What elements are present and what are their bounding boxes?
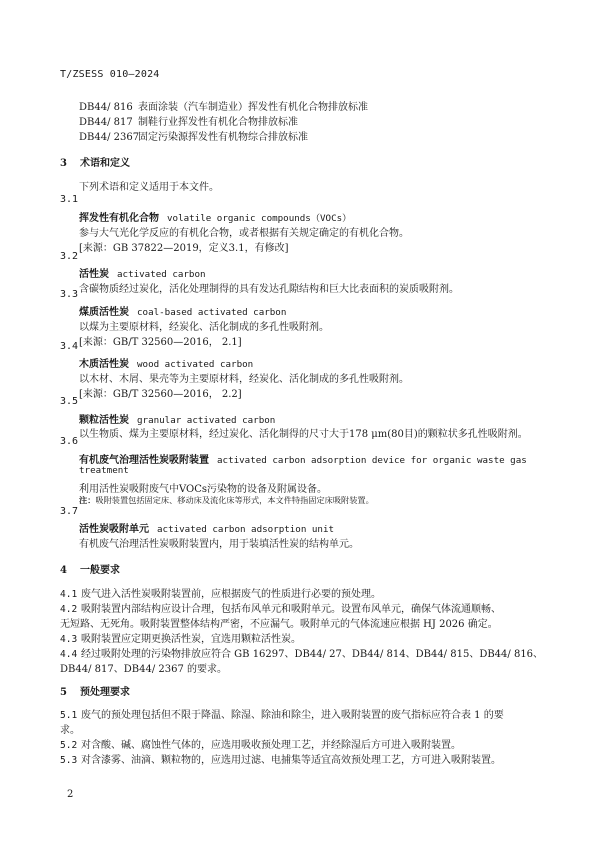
- item-text: 对含漆雾、油滴、颗粒物的，应选用过滤、电捕集等适宜高效预处理工艺，方可进入吸附装置。: [81, 755, 501, 766]
- term-heading: [79, 411, 275, 426]
- term-en-continued: treatment: [79, 465, 129, 476]
- term-heading: [79, 209, 351, 224]
- term-heading: [79, 265, 206, 280]
- item-continuation: 无短路、无死角。吸附装置整体结构严密，不应漏气。吸附单元的气体流速应根据 HJ 2026 确定。: [60, 619, 498, 630]
- reference-item: [79, 98, 368, 113]
- term-en: granular activated carbon: [137, 415, 276, 426]
- item-number: 5.3: [60, 755, 78, 766]
- term-source: [来源：GB/T 32560—2016， 2.1]: [79, 337, 242, 348]
- reference-code: DB44/ 817: [79, 117, 133, 128]
- item-number: 4.2: [60, 604, 78, 615]
- term-source: [来源：GB 37822—2019，定义3.1，有修改]: [79, 243, 289, 254]
- term-definition: 以煤为主要原材料，经炭化、活化制成的多孔性吸附剂。: [79, 322, 329, 333]
- term-heading: [79, 303, 286, 318]
- item-text: 吸附装置应定期更换活性炭，宜选用颗粒活性炭。: [81, 634, 301, 645]
- item-number: 4.4: [60, 649, 78, 660]
- item-number: 5.1: [60, 710, 78, 721]
- item-text: 经过吸附处理的污染物排放应符合 GB 16297、DB44/ 27、DB44/ 814、DB44/ 815、DB44/ 816、: [81, 649, 544, 660]
- page-number: 2: [67, 789, 74, 800]
- requirement-item: [60, 736, 461, 751]
- section-title: 术语和定义: [80, 158, 130, 169]
- term-en: volatile organic compounds（VOCs）: [167, 213, 352, 224]
- term-zh: 活性炭吸附单元: [79, 524, 149, 535]
- term-zh: 木质活性炭: [79, 359, 129, 370]
- requirement-item: [60, 645, 543, 660]
- term-zh: 挥发性有机化合物: [79, 213, 159, 224]
- term-en: activated carbon adsorption device for organic waste gas: [217, 455, 527, 466]
- note-label: 注：: [79, 495, 96, 505]
- term-en: wood activated carbon: [137, 359, 254, 370]
- section-intro: 下列术语和定义适用于本文件。: [79, 182, 219, 193]
- section-heading: [60, 154, 130, 169]
- reference-item: [79, 113, 298, 128]
- item-text: 对含酸、碱、腐蚀性气体的，应选用吸收预处理工艺，并经除湿后方可进入吸附装置。: [81, 740, 461, 751]
- reference-title: 制鞋行业挥发性有机化合物排放标准: [138, 117, 298, 128]
- term-zh: 煤质活性炭: [79, 307, 129, 318]
- document-id: T/ZSESS 010—2024: [60, 69, 160, 80]
- term-zh: 有机废气治理活性炭吸附装置: [79, 455, 209, 466]
- term-number: 3.5: [60, 396, 79, 407]
- section-heading: [60, 683, 130, 698]
- section-title: 预处理要求: [80, 687, 130, 698]
- note-text: 吸附装置包括固定床、移动床及流化床等形式，本文件特指固定床吸附装置。: [95, 495, 374, 505]
- requirement-item: [60, 585, 381, 600]
- item-number: 4.1: [60, 589, 78, 600]
- term-number: 3.4: [60, 341, 79, 352]
- section-number: 5: [60, 687, 67, 698]
- term-definition: 有机废气治理活性炭吸附装置内，用于装填活性炭的结构单元。: [79, 539, 359, 550]
- term-heading: [79, 520, 334, 535]
- term-en: coal-based activated carbon: [137, 307, 287, 318]
- item-text: 废气的预处理包括但不限于降温、除湿、除油和除尘，进入吸附装置的废气指标应符合表 1 的要: [81, 710, 504, 721]
- item-text: 吸附装置内部结构应设计合理，包括布风单元和吸附单元。设置布风单元，确保气体流通顺畅、: [81, 604, 501, 615]
- term-number: 3.6: [60, 436, 79, 447]
- term-en: activated carbon: [117, 269, 206, 280]
- reference-title: 固定污染源挥发性有机物综合排放标准: [138, 132, 308, 143]
- term-number: 3.7: [60, 506, 79, 517]
- term-definition: 以木材、木屑、果壳等为主要原材料，经炭化、活化制成的多孔性吸附剂。: [79, 374, 409, 385]
- reference-code: DB44/ 816: [79, 102, 133, 113]
- item-number: 5.2: [60, 740, 78, 751]
- section-heading: [60, 561, 120, 576]
- term-definition: 以生物质、煤为主要原材料，经过炭化、活化制得的尺寸大于178 μm(80目)的颗粒状多孔性吸附剂。: [79, 429, 528, 440]
- requirement-item: [60, 706, 504, 721]
- term-definition: 利用活性炭吸附废气中VOCs污染物的设备及附属设备。: [79, 484, 328, 495]
- requirement-item: [60, 630, 301, 645]
- term-definition: 参与大气光化学反应的有机化合物，或者根据有关规定确定的有机化合物。: [79, 228, 409, 239]
- reference-item: [79, 128, 308, 143]
- item-continuation: 求。: [60, 725, 80, 736]
- term-number: 3.2: [60, 251, 79, 262]
- section-number: 3: [60, 158, 67, 169]
- reference-title: 表面涂装（汽车制造业）挥发性有机化合物排放标准: [138, 102, 368, 113]
- reference-code: DB44/ 2367: [79, 132, 140, 143]
- requirement-item: [60, 751, 501, 766]
- term-number: 3.3: [60, 289, 79, 300]
- section-number: 4: [60, 565, 67, 576]
- term-zh: 颗粒活性炭: [79, 415, 129, 426]
- item-number: 4.3: [60, 634, 78, 645]
- term-en: activated carbon adsorption unit: [157, 524, 335, 535]
- item-continuation: DB44/ 817、DB44/ 2367 的要求。: [60, 664, 227, 675]
- term-heading: [79, 355, 253, 370]
- item-text: 废气进入活性炭吸附装置前，应根据废气的性质进行必要的预处理。: [81, 589, 381, 600]
- term-zh: 活性炭: [79, 269, 109, 280]
- term-note: [79, 495, 374, 506]
- term-source: [来源：GB/T 32560—2016， 2.2]: [79, 389, 242, 400]
- requirement-item: [60, 600, 501, 615]
- section-title: 一般要求: [80, 565, 120, 576]
- term-heading: [79, 451, 527, 466]
- term-definition: 含碳物质经过炭化，活化处理制得的具有发达孔隙结构和巨大比表面积的炭质吸附剂。: [79, 284, 459, 295]
- term-number: 3.1: [60, 194, 79, 205]
